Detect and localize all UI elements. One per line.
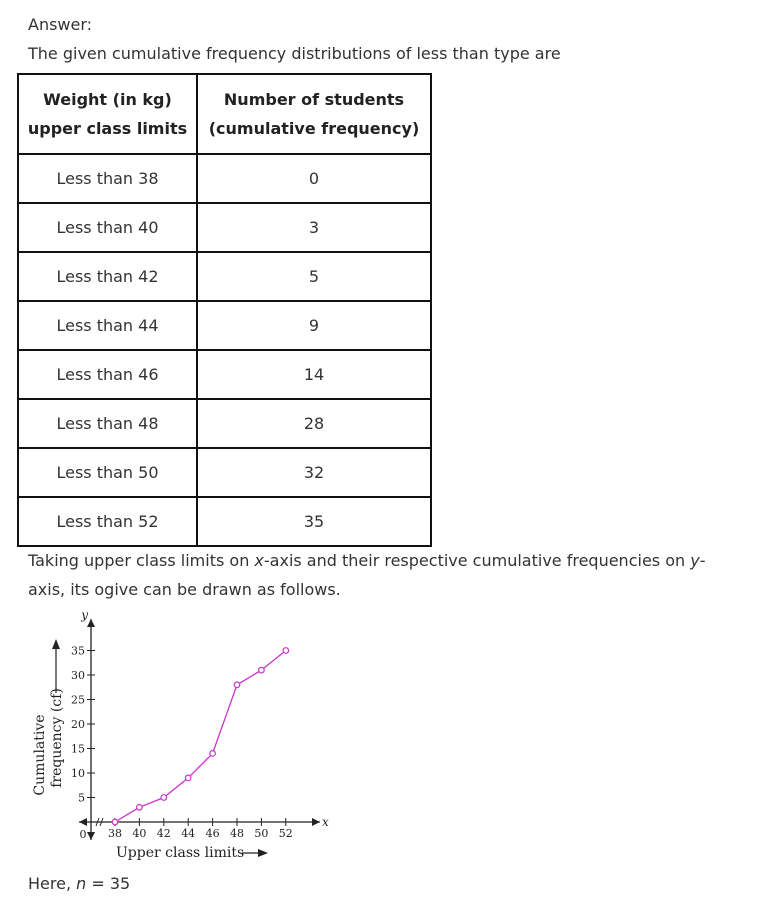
conclusion	[28, 874, 130, 893]
x-tick-label: 52	[278, 827, 293, 840]
y-tick-label: 35	[71, 644, 85, 658]
x-axis-arrow-left	[79, 818, 87, 826]
answer-label: Answer:	[28, 15, 93, 34]
cf-cell: 32	[197, 448, 431, 497]
header-weight	[18, 74, 197, 154]
data-point	[259, 667, 265, 673]
y-tick-label: 20	[71, 718, 85, 731]
data-point	[234, 682, 240, 688]
conclusion-var: n	[76, 874, 87, 893]
table-row	[18, 399, 431, 448]
header-weight-line2: upper class limits	[27, 119, 188, 138]
para-y-var: y	[690, 551, 700, 570]
y-axis-title-line2: frequency (cf)	[49, 688, 65, 788]
ogive-chart	[28, 607, 338, 867]
para-part2: -axis and their respective cumulative frequencies on	[263, 551, 691, 570]
table-row	[18, 497, 431, 546]
limit-cell: Less than 40	[18, 203, 197, 252]
header-students-line2: (cumulative frequency)	[208, 119, 420, 138]
x-tick-label: 46	[205, 827, 220, 840]
y-tick-label: 25	[71, 693, 85, 707]
frequency-table	[17, 73, 432, 547]
conclusion-prefix: Here,	[28, 874, 77, 893]
header-students	[197, 74, 431, 154]
x-tick-label: 42	[156, 827, 171, 840]
data-points	[112, 648, 288, 825]
y-axis-arrow	[87, 619, 95, 627]
data-point	[161, 795, 167, 801]
x-title-arrow-head	[258, 849, 268, 857]
x-axis-title: Upper class limits	[116, 845, 245, 861]
table-row	[18, 301, 431, 350]
cf-cell: 3	[197, 203, 431, 252]
x-tick-label: 44	[181, 827, 196, 840]
table-row	[18, 154, 431, 203]
y-axis-title-line1: Cumulative	[32, 714, 48, 796]
y-axis-arrow-down	[87, 832, 95, 840]
data-point	[137, 805, 143, 811]
data-point	[112, 819, 118, 825]
limit-cell: Less than 52	[18, 497, 197, 546]
header-students-line1: Number of students	[223, 90, 405, 109]
para-x-var: x	[254, 551, 264, 570]
y-title-arrow-head	[52, 639, 60, 649]
x-tick-label: 48	[230, 827, 244, 840]
y-tick-label: 10	[71, 767, 85, 780]
cf-cell: 35	[197, 497, 431, 546]
limit-cell: Less than 46	[18, 350, 197, 399]
ogive-line	[115, 651, 286, 823]
data-point	[283, 648, 289, 654]
intro-text: The given cumulative frequency distributions of less than type are	[28, 44, 561, 63]
limit-cell: Less than 50	[18, 448, 197, 497]
data-point	[185, 775, 191, 781]
header-weight-line1: Weight (in kg)	[43, 90, 172, 109]
table-row	[18, 252, 431, 301]
x-axis-arrow	[312, 818, 320, 826]
cf-cell: 0	[197, 154, 431, 203]
limit-cell: Less than 42	[18, 252, 197, 301]
cf-cell: 28	[197, 399, 431, 448]
x-tick-label: 50	[254, 827, 269, 840]
x-axis-var-label: x	[322, 815, 329, 829]
limit-cell: Less than 38	[18, 154, 197, 203]
y-tick-label: 30	[71, 669, 85, 682]
ogive-paragraph	[28, 546, 738, 604]
data-point	[210, 751, 216, 757]
cf-cell: 5	[197, 252, 431, 301]
table-row	[18, 203, 431, 252]
x-tick-label: 38	[108, 827, 122, 840]
conclusion-rest: = 35	[86, 874, 131, 893]
cf-cell: 14	[197, 350, 431, 399]
table-row	[18, 448, 431, 497]
origin-label: 0	[79, 828, 87, 841]
table-header-row	[18, 74, 431, 154]
limit-cell: Less than 48	[18, 399, 197, 448]
y-tick-label: 5	[78, 791, 85, 805]
y-axis-var-label: y	[81, 608, 88, 622]
limit-cell: Less than 44	[18, 301, 197, 350]
y-tick-label: 15	[71, 742, 85, 756]
x-tick-labels	[108, 818, 293, 840]
x-tick-label: 40	[132, 827, 147, 840]
para-part1: Taking upper class limits on	[28, 551, 255, 570]
cf-cell: 9	[197, 301, 431, 350]
para-part3: -axis, its ogive can be drawn as follows.	[28, 551, 706, 599]
table-row	[18, 350, 431, 399]
